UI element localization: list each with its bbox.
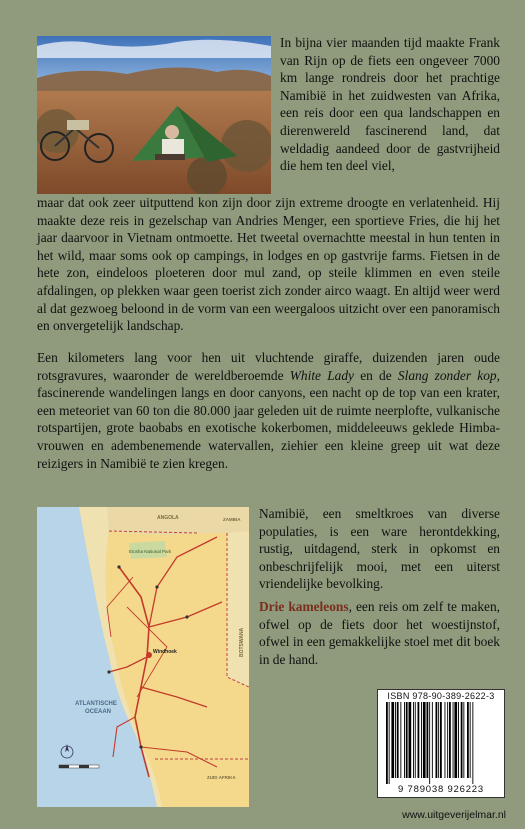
highlights-text-start: Een kilometers lang voor hen uit vluchtende giraffe, duizenden jaren oude rotsgravures, waaronder de wereldberoemde xyxy=(37,350,500,383)
barcode-bar xyxy=(415,702,416,778)
barcode-bar xyxy=(438,702,439,778)
barcode-bars xyxy=(382,702,500,784)
book-title: Drie kameleons xyxy=(259,599,349,614)
barcode-bar xyxy=(386,702,388,784)
barcode-bar xyxy=(445,702,446,778)
cover-photo-camping xyxy=(37,36,271,194)
highlights-italic-slang: Slang zonder kop xyxy=(397,367,497,383)
barcode-bar xyxy=(436,702,438,778)
map-label-zuid-afrika: ZUID AFRIKA xyxy=(207,775,236,780)
map-label-angola: ANGOLA xyxy=(157,515,179,521)
intro-paragraph-top: In bijna vier maanden tijd maakte Frank van Rijn op de fiets een ongeveer 7000 km lange rondreis door het prachtige Namibië in het zuidwesten van Afrika, een reis door een qua landschappen en dierenwereld fascinerend land, dat weldadig aandeed door de gastvrijheid die hem ten deel viel, xyxy=(280,35,500,174)
barcode-bar xyxy=(449,702,451,778)
closing-text: , een reis om zelf te maken, ofwel op de fiets door het woestijnstof, ofwel in een gemakkelijke stoel met dit boek in de hand. xyxy=(259,599,501,667)
highlights-text-end: , fascinerende wandelingen langs en door canyons, een nacht op de top van een krater, een meteoriet van 60 ton die 80.000 jaar geleden uit de ruimte neerplofte, vulkanische rotspartijen, grote baobabs en exotische kokerbomen, middeleeuws geklede Himba-vrouwen en adembenemende watervallen, ziehier een kleine greep uit wat deze reizigers in Namibië te zien kregen. xyxy=(37,367,500,471)
map-label-etosha: Etosha National Park xyxy=(129,549,172,554)
barcode-bar xyxy=(440,702,442,778)
highlights-text-mid: en de xyxy=(360,367,392,383)
barcode-bar xyxy=(406,702,408,778)
isbn-barcode xyxy=(377,689,505,798)
intro-paragraph-bottom: maar dat ook zeer uitputtend kon zijn door zijn extreme droogte en verlatenheid. Hij maakte deze reis in gezelschap van Andries Menger, een sportieve Fries, die hij het jaar daarvoor in Vietnam ontmoette. Het tweetal overnachtte meestal in hun tenten in het wild, maar soms ook op campings, in lodges en op gastvrije farms. Fietsen in de hete zon, eindeloos ploeteren door mul zand, op steile klimmen en even steile afdalingen, op plekken waar geen toerist zich zonder airco waagt. En altijd weer werd al dat gezwoeg beloond in de vorm van een weergaloos uitzicht over een panoramisch en onvergetelijk landschap. xyxy=(37,195,500,334)
barcode-bar xyxy=(467,702,469,778)
barcode-bar xyxy=(397,702,399,778)
isbn-label: ISBN 978-90-389-2622-3 xyxy=(387,691,495,701)
barcode-bar xyxy=(427,702,429,778)
barcode-bar xyxy=(395,702,396,778)
map-label-zambia: ZAMBIA xyxy=(223,517,241,522)
highlights-italic-white-lady: White Lady xyxy=(289,367,354,383)
barcode-bar xyxy=(391,702,394,778)
barcode-bar xyxy=(458,702,459,778)
barcode-bar xyxy=(413,702,414,778)
barcode-bar xyxy=(472,702,473,784)
map-label-windhoek: Windhoek xyxy=(153,649,177,655)
barcode-bar xyxy=(423,702,426,778)
barcode-bar xyxy=(447,702,448,778)
closing-paragraph xyxy=(259,598,500,668)
compass-icon xyxy=(61,744,73,758)
barcode-bar xyxy=(421,702,422,778)
highlights-paragraph xyxy=(37,349,500,472)
barcode-bar xyxy=(463,702,464,778)
map-ocean-label-1: ATLANTISCHE xyxy=(75,701,117,707)
barcode-bar xyxy=(470,702,471,778)
barcode-bar xyxy=(461,702,463,778)
map-ocean-label-2: OCEAAN xyxy=(85,709,112,715)
namibia-paragraph: Namibië, een smeltkroes van diverse populaties, is een ware herontdekking, rustig, uitdagend, sterk in opkomst en onbeschrijfelijk mooi, met een uiterst vriendelijke bevolking. xyxy=(259,506,500,592)
map-label-botswana: BOTSWANA xyxy=(239,627,245,657)
barcode-bar xyxy=(453,702,454,778)
publisher-website: www.uitgeverijelmar.nl xyxy=(402,809,506,821)
barcode-bar xyxy=(418,702,420,778)
barcode-bar xyxy=(454,702,457,778)
isbn-digits: 9 789038 926223 xyxy=(398,784,484,795)
barcode-bar xyxy=(400,702,401,778)
barcode-bar xyxy=(432,702,433,778)
barcode-bar xyxy=(389,702,390,784)
barcode-bar xyxy=(429,702,430,784)
barcode-bar xyxy=(409,702,412,778)
namibia-map xyxy=(37,507,249,807)
barcode-bar xyxy=(404,702,405,778)
